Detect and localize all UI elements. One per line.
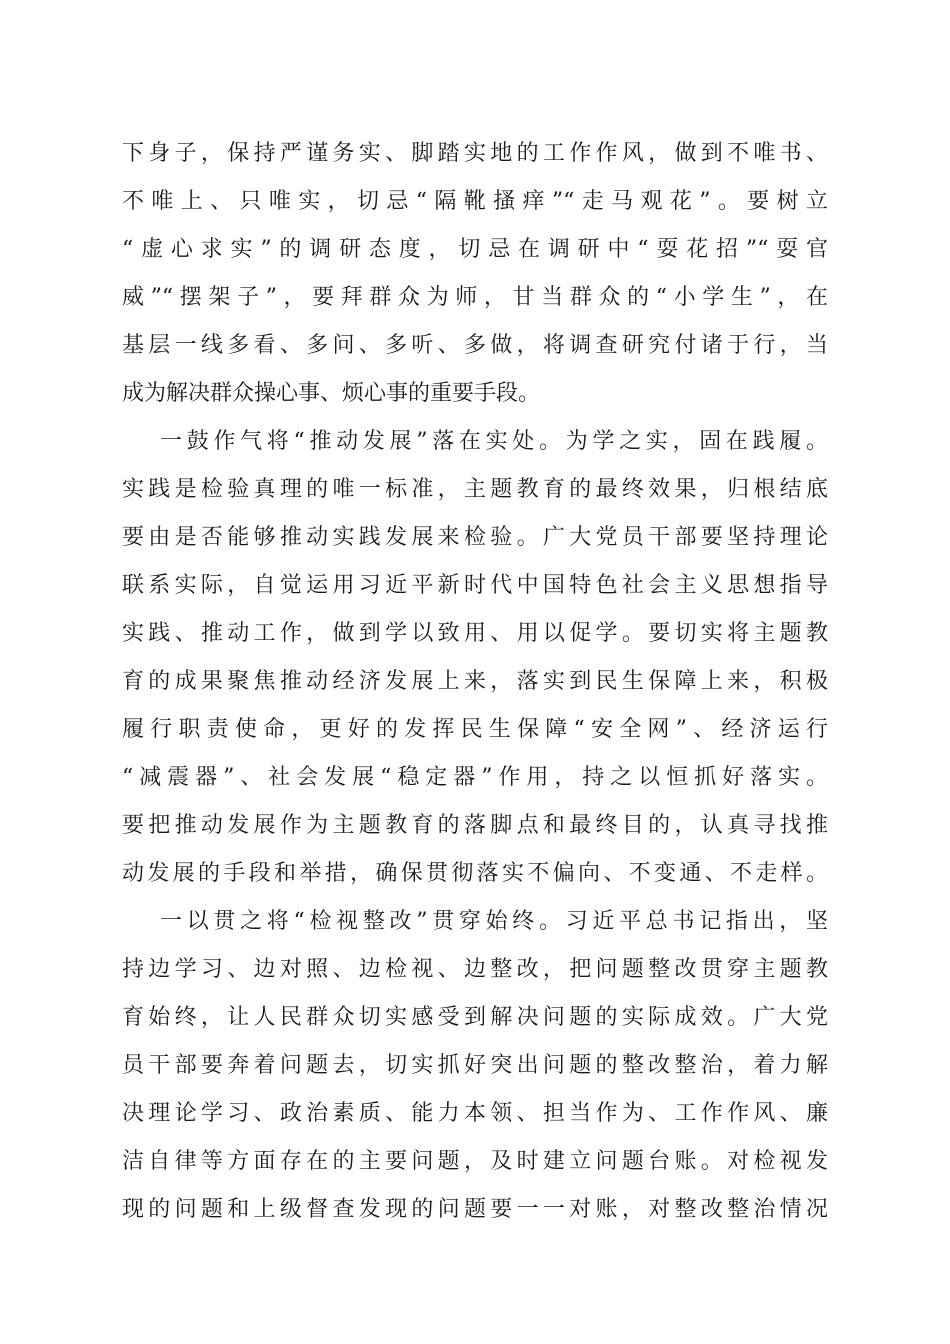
text-line: 履行职责使命，更好的发挥民生保障“安全网”、经济运行 xyxy=(122,717,828,742)
text-line: 育始终，让人民群众切实感受到解决问题的实际成效。广大党 xyxy=(122,1005,828,1030)
text-line: 员干部要奔着问题去，切实抓好突出问题的整改整治，着力解 xyxy=(122,1053,828,1078)
text-line: 威”“摆架子”，要拜群众为师，甘当群众的“小学生”，在 xyxy=(122,285,828,310)
text-line: 实践、推动工作，做到学以致用、用以促学。要切实将主题教 xyxy=(122,621,828,646)
text-line: 成为解决群众操心事、烦心事的重要手段。 xyxy=(122,381,541,406)
text-line: 要把推动发展作为主题教育的落脚点和最终目的，认真寻找推 xyxy=(122,813,828,838)
text-line: 实践是检验真理的唯一标准，主题教育的最终效果，归根结底 xyxy=(122,477,828,502)
text-line: “虚心求实”的调研态度，切忌在调研中“耍花招”“耍官 xyxy=(122,237,828,262)
text-line: “减震器”、社会发展“稳定器”作用，持之以恒抓好落实。 xyxy=(122,765,828,790)
text-line: 持边学习、边对照、边检视、边整改，把问题整改贯穿主题教 xyxy=(122,957,828,982)
text-line: 基层一线多看、多问、多听、多做，将调查研究付诸于行，当 xyxy=(122,333,828,358)
section-heading-line: 一以贯之将“检视整改”贯穿始终。习近平总书记指出，坚 xyxy=(160,909,828,934)
text-line: 要由是否能够推动实践发展来检验。广大党员干部要坚持理论 xyxy=(122,525,828,550)
text-line: 下身子，保持严谨务实、脚踏实地的工作作风，做到不唯书、 xyxy=(122,141,828,166)
text-line: 决理论学习、政治素质、能力本领、担当作为、工作作风、廉 xyxy=(122,1101,828,1126)
text-line: 现的问题和上级督查发现的问题要一一对账，对整改整治情况 xyxy=(122,1197,828,1222)
text-line: 育的成果聚焦推动经济发展上来，落实到民生保障上来，积极 xyxy=(122,669,828,694)
section-heading-line: 一鼓作气将“推动发展”落在实处。为学之实，固在践履。 xyxy=(160,429,828,454)
text-line: 动发展的手段和举措，确保贯彻落实不偏向、不变通、不走样。 xyxy=(122,861,828,886)
text-line: 洁自律等方面存在的主要问题，及时建立问题台账。对检视发 xyxy=(122,1149,828,1174)
text-line: 不唯上、只唯实，切忌“隔靴搔痒”“走马观花”。要树立 xyxy=(122,189,828,214)
body-text xyxy=(122,130,828,1234)
text-line: 联系实际，自觉运用习近平新时代中国特色社会主义思想指导 xyxy=(122,573,828,598)
